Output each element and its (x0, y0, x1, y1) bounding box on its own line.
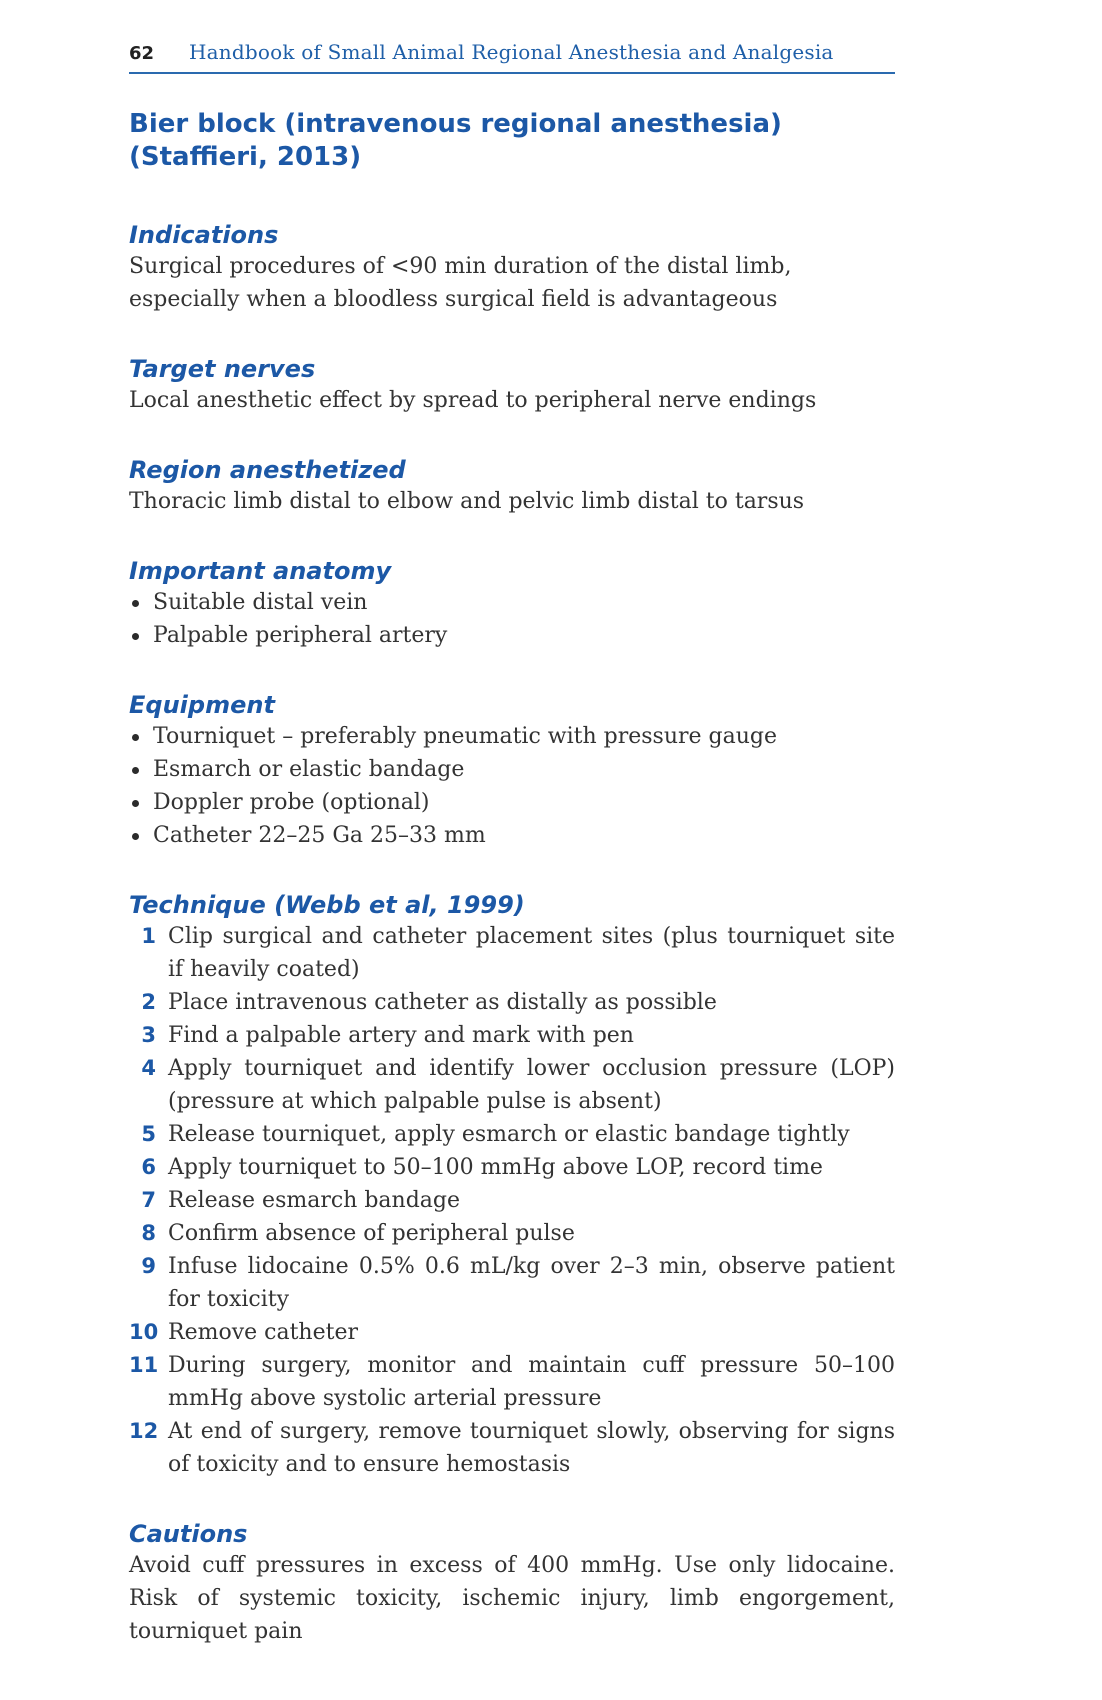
anatomy-list (129, 586, 895, 652)
page-number: 62 (129, 43, 155, 64)
list-item (129, 586, 895, 619)
technique-step (129, 1052, 895, 1118)
step-number: 9 (141, 1254, 156, 1278)
technique-step (129, 1250, 895, 1316)
technique-step (129, 1184, 895, 1217)
technique-step (129, 920, 895, 986)
step-text: Clip surgical and catheter placement sites (plus tourniquet site if heavily coated) (168, 924, 895, 982)
step-number: 5 (141, 1122, 156, 1146)
step-text: Release tourniquet, apply esmarch or elastic bandage tightly (168, 1122, 850, 1147)
section-title: Bier block (intravenous regional anesthesia) (Staffieri, 2013) (129, 109, 782, 172)
bullet-icon (132, 734, 139, 741)
target-nerves-text: Local anesthetic effect by spread to peripheral nerve endings (129, 388, 817, 413)
list-item (129, 619, 895, 652)
running-header (129, 40, 895, 74)
technique-step (129, 1217, 895, 1250)
target-nerves-section (129, 354, 895, 417)
cautions-text: Avoid cuff pressures in excess of 400 mmHg. Use only lidocaine. Risk of systemic toxicity, ischemic injury, limb engorgement, tourniquet pain (129, 1553, 895, 1644)
step-text: During surgery, monitor and maintain cuff pressure 50–100 mmHg above systolic arterial pressure (168, 1353, 895, 1411)
region-heading: Region anesthetized (129, 456, 406, 484)
indications-text: Surgical procedures of <90 min duration of the distal limb, especially when a bloodless surgical field is advantageous (129, 254, 792, 312)
indications-heading: Indications (129, 221, 279, 249)
step-text: Confirm absence of peripheral pulse (168, 1221, 575, 1246)
anatomy-section (129, 556, 895, 652)
technique-step (129, 1349, 895, 1415)
list-item-text: Doppler probe (optional) (153, 790, 430, 815)
anatomy-heading: Important anatomy (129, 557, 392, 585)
step-text: Release esmarch bandage (168, 1188, 461, 1213)
step-text: Place intravenous catheter as distally as possible (168, 990, 717, 1015)
region-section (129, 455, 895, 518)
technique-step (129, 1151, 895, 1184)
equipment-list (129, 720, 895, 852)
step-number: 3 (141, 1023, 156, 1047)
list-item-text: Tourniquet – preferably pneumatic with pressure gauge (153, 724, 778, 749)
cautions-heading: Cautions (129, 1520, 248, 1548)
step-number: 2 (141, 990, 156, 1014)
list-item-text: Esmarch or elastic bandage (153, 757, 465, 782)
step-text: Apply tourniquet and identify lower occlusion pressure (LOP) (pressure at which palpable pulse is absent) (168, 1056, 895, 1114)
step-text: Apply tourniquet to 50–100 mmHg above LOP, record time (168, 1155, 823, 1180)
list-item-text: Catheter 22–25 Ga 25–33 mm (153, 823, 486, 848)
page (129, 40, 895, 1648)
list-item (129, 819, 895, 852)
book-title: Handbook of Small Animal Regional Anesthesia and Analgesia (189, 40, 834, 64)
list-item-text: Palpable peripheral artery (153, 623, 448, 648)
step-number: 1 (141, 924, 156, 948)
bullet-icon (132, 600, 139, 607)
technique-step (129, 1415, 895, 1481)
technique-step (129, 1019, 895, 1052)
technique-step (129, 1316, 895, 1349)
step-number: 12 (129, 1419, 159, 1443)
bullet-icon (132, 633, 139, 640)
step-text: Remove catheter (168, 1320, 358, 1345)
step-number: 7 (141, 1188, 156, 1212)
technique-heading: Technique (Webb et al, 1999) (129, 891, 525, 919)
step-number: 8 (141, 1221, 156, 1245)
step-text: At end of surgery, remove tourniquet slowly, observing for signs of toxicity and to ensure hemostasis (168, 1419, 895, 1477)
step-text: Find a palpable artery and mark with pen (168, 1023, 634, 1048)
bullet-icon (132, 767, 139, 774)
technique-step (129, 1118, 895, 1151)
bullet-icon (132, 833, 139, 840)
list-item (129, 720, 895, 753)
step-number: 4 (141, 1056, 156, 1080)
indications-section (129, 220, 895, 316)
step-number: 11 (129, 1353, 159, 1377)
technique-step (129, 986, 895, 1019)
region-text: Thoracic limb distal to elbow and pelvic limb distal to tarsus (129, 489, 805, 514)
technique-steps (129, 920, 895, 1481)
cautions-section (129, 1519, 895, 1648)
bullet-icon (132, 800, 139, 807)
list-item-text: Suitable distal vein (153, 590, 368, 615)
list-item (129, 753, 895, 786)
step-number: 6 (141, 1155, 156, 1179)
technique-section (129, 890, 895, 1481)
target-nerves-heading: Target nerves (129, 355, 316, 383)
equipment-section (129, 690, 895, 852)
step-number: 10 (129, 1320, 159, 1344)
step-text: Infuse lidocaine 0.5% 0.6 mL/kg over 2–3 min, observe patient for toxicity (168, 1254, 895, 1312)
list-item (129, 786, 895, 819)
equipment-heading: Equipment (129, 691, 275, 719)
